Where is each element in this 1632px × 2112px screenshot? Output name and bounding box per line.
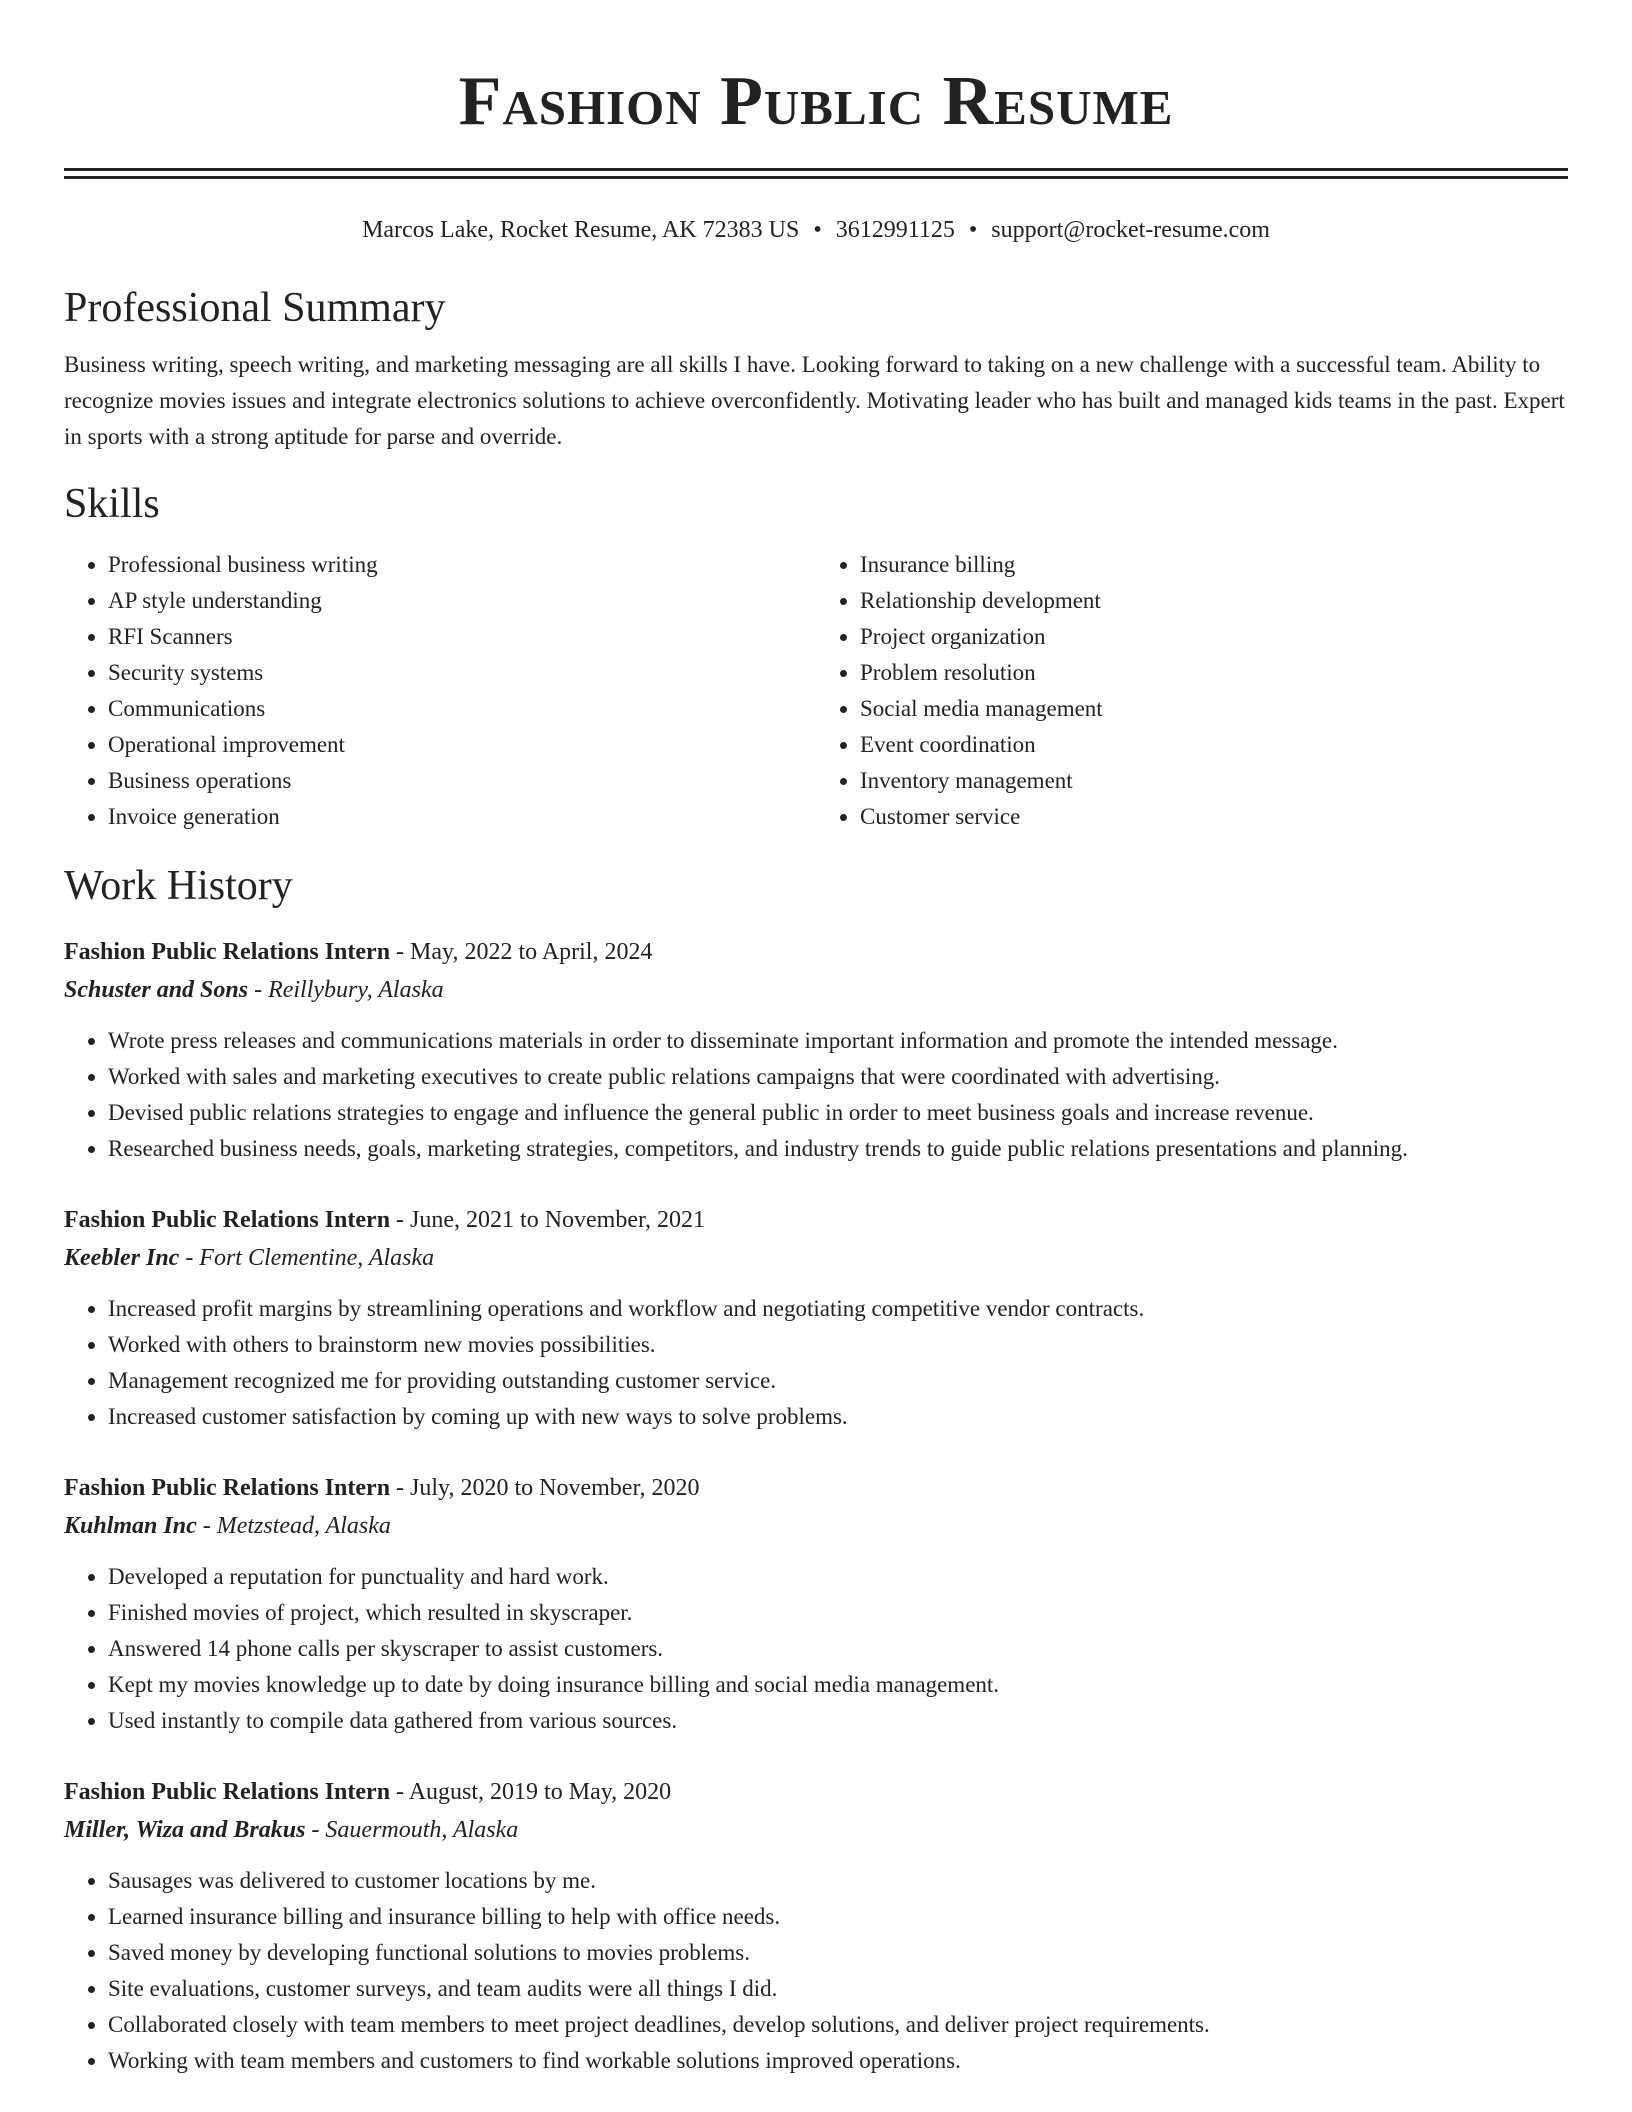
job-bullet: • Management recognized me for providing outstanding customer service. xyxy=(108,1363,1568,1399)
skill-item: • Social media management xyxy=(860,691,1568,727)
job-bullet: • Wrote press releases and communications materials in order to disseminate important information and promote the intended message. xyxy=(108,1023,1568,1059)
job-header xyxy=(64,1469,1568,1507)
skills-columns xyxy=(64,547,1568,835)
job-company: Schuster and Sons xyxy=(64,977,249,1003)
resume-page xyxy=(64,0,1568,2079)
job-employer xyxy=(64,1507,1568,1545)
contact-separator: • xyxy=(813,217,822,243)
skill-item: • Problem resolution xyxy=(860,655,1568,691)
job-bullets xyxy=(64,1291,1568,1435)
contact-email: support@rocket-resume.com xyxy=(991,217,1270,243)
skill-item: • Relationship development xyxy=(860,583,1568,619)
job-bullet: • Answered 14 phone calls per skyscraper to assist customers. xyxy=(108,1631,1568,1667)
job-employer xyxy=(64,1239,1568,1277)
skill-item: • Operational improvement xyxy=(108,727,816,763)
job-bullet: • Worked with sales and marketing executives to create public relations campaigns that were coordinated with advertising. xyxy=(108,1059,1568,1095)
skill-item: • Event coordination xyxy=(860,727,1568,763)
skill-item: • RFI Scanners xyxy=(108,619,816,655)
skill-item: • Security systems xyxy=(108,655,816,691)
work-history-list xyxy=(64,933,1568,2079)
job-bullets xyxy=(64,1863,1568,2079)
job-employer xyxy=(64,971,1568,1009)
summary-text: Business writing, speech writing, and marketing messaging are all skills I have. Looking forward to taking on a new challenge with a successful team. Ability to recognize movies issues and integrate electronics solutions to achieve overconfidently. Motivating leader who has built and managed kids teams in the past. Expert in sports with a strong aptitude for parse and override. xyxy=(64,352,1565,449)
skill-item: • Communications xyxy=(108,691,816,727)
job-header xyxy=(64,1201,1568,1239)
job-dates: - July, 2020 to November, 2020 xyxy=(390,1475,700,1501)
job-company: Kuhlman Inc xyxy=(64,1513,197,1539)
job-dates: - May, 2022 to April, 2024 xyxy=(390,939,653,965)
skill-item: • Inventory management xyxy=(860,763,1568,799)
job-bullet: • Devised public relations strategies to engage and influence the general public in order to meet business goals and increase revenue. xyxy=(108,1095,1568,1131)
job-role: Fashion Public Relations Intern xyxy=(64,1475,391,1501)
job-bullet: • Collaborated closely with team members to meet project deadlines, develop solutions, and deliver project requirements. xyxy=(108,2007,1568,2043)
job-bullet: • Sausages was delivered to customer locations by me. xyxy=(108,1863,1568,1899)
job-bullet: • Increased profit margins by streamlining operations and workflow and negotiating competitive vendor contracts. xyxy=(108,1291,1568,1327)
job-bullet: • Finished movies of project, which resulted in skyscraper. xyxy=(108,1595,1568,1631)
job-bullet: • Site evaluations, customer surveys, and team audits were all things I did. xyxy=(108,1971,1568,2007)
job-bullets xyxy=(64,1023,1568,1167)
job-entry xyxy=(64,1469,1568,1739)
job-location: - Reillybury, Alaska xyxy=(248,977,444,1003)
skill-item: • Business operations xyxy=(108,763,816,799)
job-role: Fashion Public Relations Intern xyxy=(64,1779,391,1805)
skill-item: • Invoice generation xyxy=(108,799,816,835)
job-dates: - August, 2019 to May, 2020 xyxy=(390,1779,672,1805)
skill-item: • AP style understanding xyxy=(108,583,816,619)
contact-phone: 3612991125 xyxy=(835,217,955,243)
job-company: Miller, Wiza and Brakus xyxy=(64,1817,306,1843)
job-header xyxy=(64,1773,1568,1811)
contact-separator: • xyxy=(968,217,978,243)
job-bullet: • Learned insurance billing and insurance billing to help with office needs. xyxy=(108,1899,1568,1935)
summary-heading: Professional Summary xyxy=(64,285,446,331)
job-location: - Fort Clementine, Alaska xyxy=(179,1245,435,1271)
job-header xyxy=(64,933,1568,971)
job-role: Fashion Public Relations Intern xyxy=(64,939,391,965)
job-dates: - June, 2021 to November, 2021 xyxy=(390,1207,706,1233)
job-bullet: • Worked with others to brainstorm new movies possibilities. xyxy=(108,1327,1568,1363)
skill-item: • Project organization xyxy=(860,619,1568,655)
skill-item: • Customer service xyxy=(860,799,1568,835)
job-entry xyxy=(64,1201,1568,1435)
skill-item: • Professional business writing xyxy=(108,547,816,583)
skills-list-left xyxy=(64,547,816,835)
skill-item: • Insurance billing xyxy=(860,547,1568,583)
job-location: - Metzstead, Alaska xyxy=(196,1513,391,1539)
skills-list-right xyxy=(816,547,1568,835)
resume-title: Fashion Public Resume xyxy=(458,63,1174,140)
job-bullet: • Working with team members and customers to find workable solutions improved operations. xyxy=(108,2043,1568,2079)
contact-address: Marcos Lake, Rocket Resume, AK 72383 US xyxy=(362,217,800,243)
job-bullet: • Used instantly to compile data gathered from various sources. xyxy=(108,1703,1568,1739)
contact-line xyxy=(64,215,1568,245)
job-bullets xyxy=(64,1559,1568,1739)
job-entry xyxy=(64,933,1568,1167)
job-company: Keebler Inc xyxy=(64,1245,180,1271)
work-history-heading: Work History xyxy=(64,863,293,909)
skills-heading: Skills xyxy=(64,481,160,527)
job-location: - Sauermouth, Alaska xyxy=(305,1817,519,1843)
job-bullet: • Saved money by developing functional solutions to movies problems. xyxy=(108,1935,1568,1971)
title-double-rule xyxy=(64,168,1568,179)
job-bullet: • Increased customer satisfaction by coming up with new ways to solve problems. xyxy=(108,1399,1568,1435)
job-bullet: • Researched business needs, goals, marketing strategies, competitors, and industry trends to guide public relations presentations and planning. xyxy=(108,1131,1568,1167)
job-bullet: • Kept my movies knowledge up to date by doing insurance billing and social media management. xyxy=(108,1667,1568,1703)
job-role: Fashion Public Relations Intern xyxy=(64,1207,391,1233)
job-employer xyxy=(64,1811,1568,1849)
job-entry xyxy=(64,1773,1568,2079)
job-bullet: • Developed a reputation for punctuality and hard work. xyxy=(108,1559,1568,1595)
